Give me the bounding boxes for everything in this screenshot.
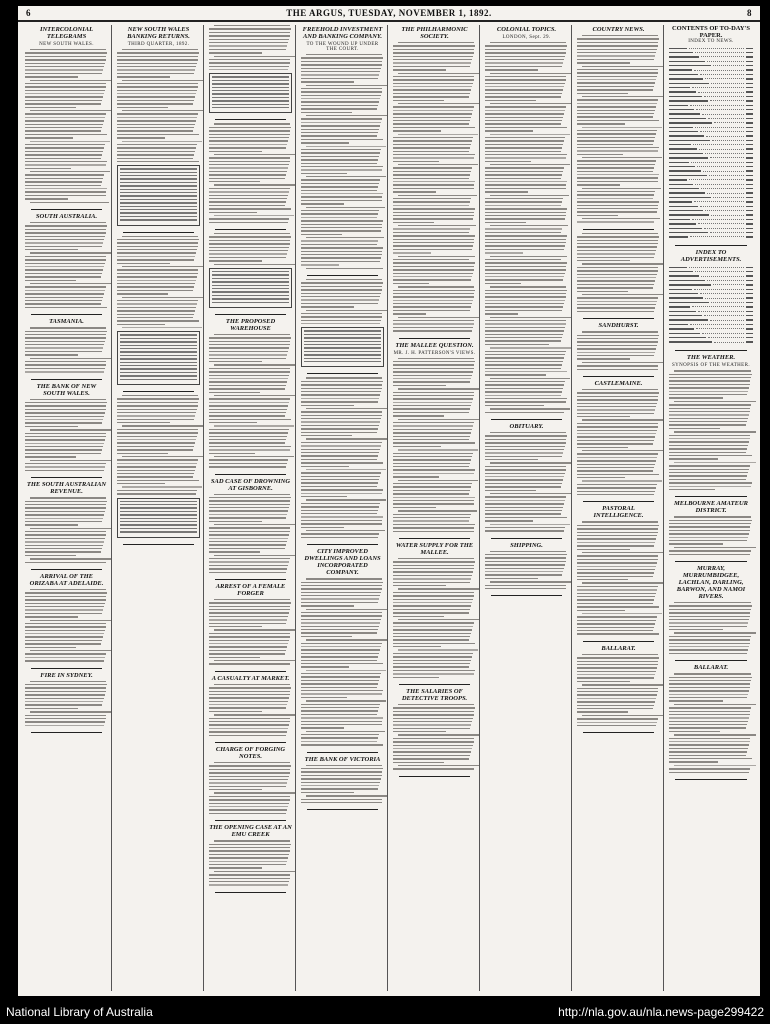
article-headline: INTERCOLONIAL TELEGRAMS <box>39 26 94 40</box>
article-divider <box>215 671 286 672</box>
article-body <box>485 551 568 590</box>
article <box>209 233 292 308</box>
article <box>669 664 753 773</box>
article-subhead: TO THE WOUND UP UNDER THE COURT. <box>306 42 379 52</box>
article <box>485 26 568 413</box>
article <box>301 279 384 367</box>
article-headline: ARREST OF A FEMALE FORGER <box>215 582 286 597</box>
index-list <box>669 265 753 344</box>
article-divider <box>31 314 102 315</box>
column-7 <box>574 25 664 991</box>
article-body <box>25 222 108 308</box>
article-headline: A CASUALTY AT MARKET. <box>211 674 290 682</box>
article-headline: COUNTRY NEWS. <box>592 26 645 33</box>
statistics-table <box>209 268 292 308</box>
article-headline: FREEHOLD INVESTMENT AND BANKING COMPANY. <box>302 26 383 40</box>
article-body <box>393 42 476 332</box>
article-headline: OBITUARY. <box>509 422 544 430</box>
article-subhead: MR. J. H. PATTERSON'S VIEWS. <box>393 350 476 356</box>
article-body <box>209 840 292 885</box>
article <box>117 236 200 385</box>
article-divider <box>491 538 562 539</box>
article <box>669 565 753 654</box>
article-subhead: INDEX TO NEWS. <box>688 39 734 44</box>
article-body <box>577 35 660 223</box>
article-body <box>669 602 753 654</box>
article <box>25 573 108 662</box>
article-body <box>209 233 292 265</box>
article-body <box>301 765 384 804</box>
article-divider <box>215 820 286 821</box>
article-divider <box>583 229 654 230</box>
article-divider <box>215 742 286 743</box>
masthead <box>18 6 760 22</box>
article <box>393 26 476 332</box>
article <box>393 542 476 678</box>
article-divider <box>31 209 102 210</box>
statistics-table <box>301 327 384 367</box>
article-headline: MURRAY, MURRUMBIDGEE, LACHLAN, DARLING, BARWON, AND NAMOI RIVERS. <box>676 564 746 600</box>
article <box>577 645 660 727</box>
article-divider <box>583 732 654 733</box>
index-entry <box>669 235 753 239</box>
article-body <box>117 236 200 329</box>
article <box>301 377 384 538</box>
article-divider <box>215 229 286 230</box>
article-subhead: THIRD QUARTER, 1892. <box>127 42 190 47</box>
article <box>25 672 108 726</box>
article-body <box>25 681 108 726</box>
article-body <box>209 334 292 468</box>
article-body <box>669 370 753 490</box>
article <box>577 26 660 223</box>
article-body <box>25 399 108 472</box>
article <box>577 233 660 312</box>
article-headline: THE OPENING CASE AT AN EMU CREEK <box>209 824 292 839</box>
article-headline: FIRE IN SYDNEY. <box>40 671 93 679</box>
article-body <box>301 279 384 324</box>
article <box>117 395 200 538</box>
column-8 <box>666 25 756 991</box>
article-divider <box>491 419 562 420</box>
article-body <box>117 395 200 495</box>
article <box>393 342 476 532</box>
column-6 <box>482 25 572 991</box>
article-headline: SANDHURST. <box>598 322 639 330</box>
article-body <box>25 497 108 563</box>
article-headline: BALLARAT. <box>693 664 729 672</box>
article-body <box>209 123 292 223</box>
article-headline: PASTORAL INTELLIGENCE. <box>593 505 644 520</box>
column-4 <box>298 25 388 991</box>
article <box>577 380 660 496</box>
article-headline: COLONIAL TOPICS. <box>496 26 557 33</box>
article-divider <box>123 391 194 392</box>
article-body <box>117 49 200 162</box>
article-headline: CHARGE OF FORGING NOTES. <box>215 745 286 760</box>
article <box>209 824 292 885</box>
statistics-table <box>117 498 200 538</box>
statistics-table <box>117 331 200 384</box>
article-body <box>577 233 660 312</box>
article-headline: BALLARAT. <box>601 644 636 652</box>
article-divider <box>31 477 102 478</box>
newspaper-title: THE ARGUS, TUESDAY, NOVEMBER 1, 1892. <box>286 8 492 18</box>
article-divider <box>31 379 102 380</box>
article-divider <box>307 544 378 545</box>
article-headline: THE PHILHARMONIC SOCIETY. <box>401 26 468 40</box>
article <box>25 213 108 308</box>
article <box>669 249 753 344</box>
article-divider <box>215 892 286 893</box>
article-subhead: NEW SOUTH WALES. <box>39 42 94 47</box>
article-headline: SOUTH AUSTRALIA. <box>35 212 98 220</box>
article <box>393 688 476 770</box>
article-body <box>209 684 292 736</box>
article-divider <box>307 275 378 276</box>
article-divider <box>675 561 747 562</box>
article-body <box>209 599 292 665</box>
article-body <box>25 589 108 662</box>
article <box>209 123 292 223</box>
article-body <box>485 42 568 413</box>
article <box>301 26 384 269</box>
article-headline: MELBOURNE AMATEUR DISTRICT. <box>674 500 748 515</box>
article-body <box>485 432 568 532</box>
article-body <box>577 654 660 727</box>
article <box>669 354 753 490</box>
article <box>25 318 108 372</box>
article-divider <box>215 314 286 315</box>
article-divider <box>123 544 194 545</box>
column-1 <box>22 25 112 991</box>
article-body <box>25 327 108 372</box>
article <box>577 505 660 634</box>
article <box>25 481 108 563</box>
article-divider <box>675 779 747 780</box>
article <box>25 383 108 472</box>
article-headline: THE BANK OF VICTORIA <box>304 755 381 763</box>
article-headline: THE SALARIES OF DETECTIVE TROOPS. <box>401 687 468 702</box>
article-body <box>301 578 384 746</box>
article-divider <box>31 668 102 669</box>
article <box>301 548 384 746</box>
article-divider <box>583 318 654 319</box>
article <box>209 25 292 113</box>
article <box>669 500 753 555</box>
article-body <box>301 54 384 269</box>
article <box>209 746 292 814</box>
article-body <box>577 521 660 634</box>
article-headline: THE SOUTH AUSTRALIAN REVENUE. <box>26 481 107 496</box>
article-divider <box>31 732 102 733</box>
article <box>485 423 568 532</box>
article-divider <box>31 569 102 570</box>
article-headline: THE BANK OF NEW SOUTH WALES. <box>36 382 97 397</box>
article-divider <box>399 776 470 777</box>
article-headline: WATER SUPPLY FOR THE MALLEE. <box>395 541 474 556</box>
newspaper-page <box>18 6 760 996</box>
article-divider <box>307 809 378 810</box>
article-divider <box>675 245 747 246</box>
article-divider <box>399 338 470 339</box>
index-list <box>669 46 753 239</box>
article-divider <box>399 538 470 539</box>
column-3 <box>206 25 296 991</box>
article-body <box>393 358 476 532</box>
article-headline: INDEX TO ADVERTISEMENTS. <box>680 249 742 264</box>
article <box>301 756 384 804</box>
article <box>25 26 108 203</box>
article-subhead: LONDON, Sept. 29. <box>502 35 551 40</box>
article-headline: SAD CASE OF DROWNING AT GISBORNE. <box>210 477 291 492</box>
statistics-table <box>209 73 292 113</box>
article-divider <box>307 373 378 374</box>
article-body <box>393 558 476 678</box>
article-divider <box>583 376 654 377</box>
article <box>209 675 292 736</box>
article <box>577 322 660 370</box>
index-entry <box>669 340 753 344</box>
library-credit: National Library of Australia <box>6 1005 153 1019</box>
article <box>209 318 292 468</box>
article-headline: SHIPPING. <box>510 541 543 549</box>
article-divider <box>583 501 654 502</box>
article-divider <box>675 496 747 497</box>
article-divider <box>399 684 470 685</box>
newspaper-columns <box>22 25 756 991</box>
statistics-table <box>117 165 200 225</box>
article-headline: CASTLEMAINE. <box>594 379 643 387</box>
article-headline: THE PROPOSED WAREHOUSE <box>225 317 276 332</box>
article <box>669 25 753 239</box>
article-headline: NEW SOUTH WALES BANKING RETURNS. <box>127 26 190 40</box>
article-body <box>393 704 476 770</box>
column-2 <box>114 25 204 991</box>
article-divider <box>215 579 286 580</box>
article-headline: CONTENTS OF TO-DAY'S PAPER. <box>671 25 751 39</box>
article <box>209 478 292 573</box>
article-body <box>209 762 292 814</box>
article-divider <box>215 474 286 475</box>
article-divider <box>675 660 747 661</box>
article-body <box>301 377 384 538</box>
article-divider <box>307 752 378 753</box>
article-body <box>669 516 753 555</box>
article-divider <box>215 119 286 120</box>
article-headline: CITY IMPROVED DWELLINGS AND LOANS INCORPORATED COMPANY. <box>304 548 381 577</box>
article-headline: ARRIVAL OF THE ORIZABA AT ADELAIDE. <box>29 573 104 587</box>
article-headline: THE WEATHER. <box>686 354 736 362</box>
article-body <box>577 331 660 370</box>
article-body <box>669 673 753 773</box>
article-divider <box>583 641 654 642</box>
article-divider <box>123 232 194 233</box>
masthead-right-mark: 8 <box>747 8 752 18</box>
article-headline: THE MALLEE QUESTION. <box>395 341 474 349</box>
article-divider <box>491 595 562 596</box>
article-body <box>25 49 108 203</box>
article-body <box>577 389 660 496</box>
column-5 <box>390 25 480 991</box>
viewer-footer <box>0 1000 770 1024</box>
article <box>117 26 200 226</box>
article-divider <box>675 350 747 351</box>
article-subhead: SYNOPSIS OF THE WEATHER. <box>671 363 751 369</box>
page-number: 6 <box>26 8 31 18</box>
source-url[interactable]: http://nla.gov.au/nla.news-page299422 <box>558 1005 764 1019</box>
article-body <box>209 494 292 573</box>
article <box>209 583 292 665</box>
article <box>485 542 568 590</box>
article-body <box>209 25 292 70</box>
article-headline: TASMANIA. <box>49 318 84 326</box>
